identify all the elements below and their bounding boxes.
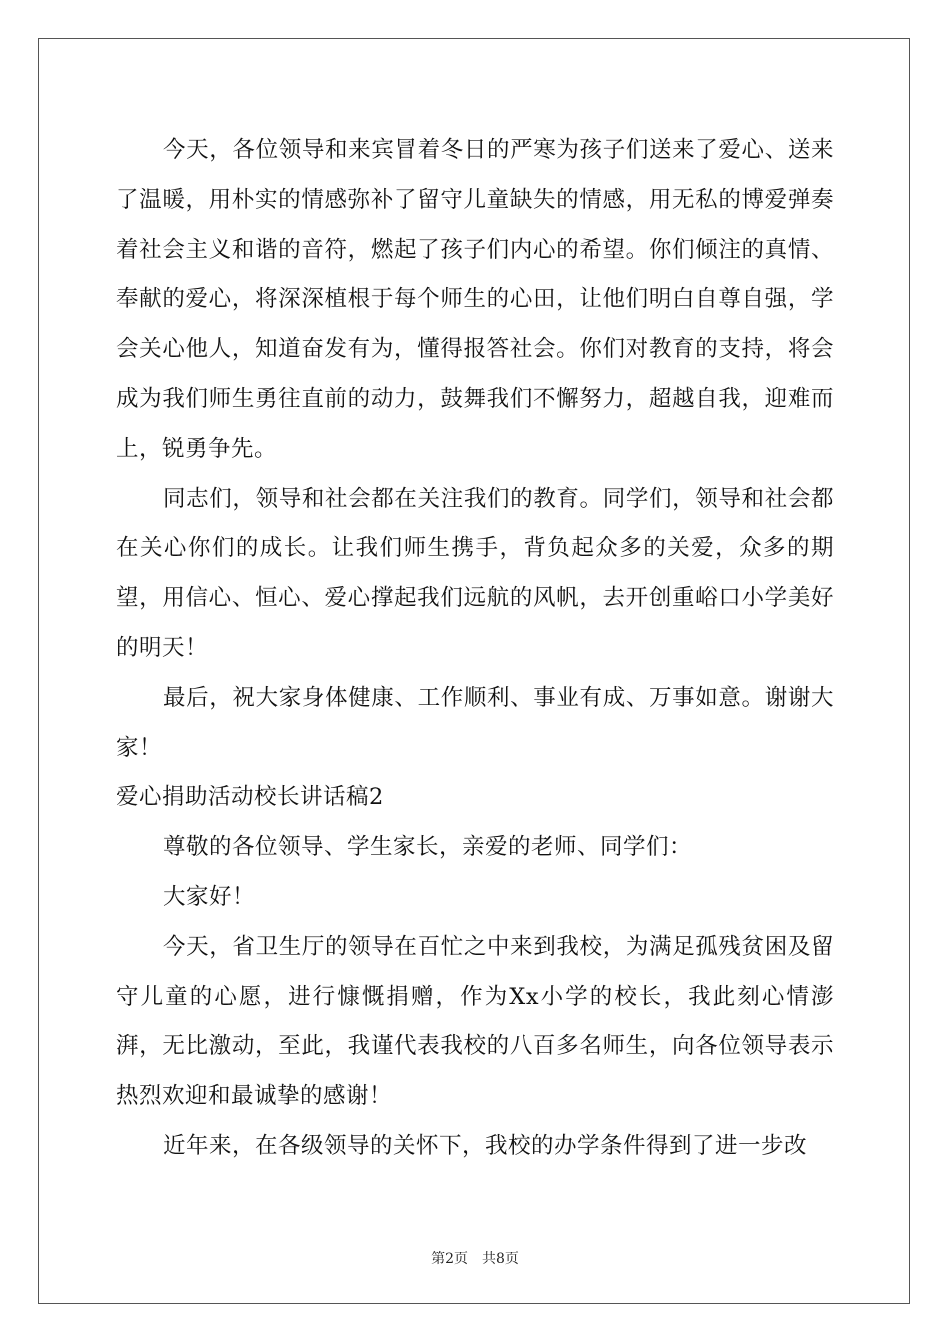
- paragraph: 今天，各位领导和来宾冒着冬日的严寒为孩子们送来了爱心、送来了温暖，用朴实的情感弥补了留守儿童缺失的情感，用无私的博爱弹奏着社会主义和谐的音符，燃起了孩子们内心的希望。你们倾注的真情、奉献的爱心，将深深植根于每个师生的心田，让他们明白自尊自强，学会关心他人，知道奋发有为，懂得报答社会。你们对教育的支持，将会成为我们师生勇往直前的动力，鼓舞我们不懈努力，超越自我，迎难而上，锐勇争先。: [116, 137, 834, 462]
- document-body: [116, 126, 834, 1172]
- paragraph: 今天，省卫生厅的领导在百忙之中来到我校，为满足孤残贫困及留守儿童的心愿，进行慷慨捐赠，作为Xx小学的校长，我此刻心情澎湃，无比激动，至此，我谨代表我校的八百多名师生，向各位领导表示热烈欢迎和最诚挚的感谢！: [116, 933, 834, 1110]
- paragraph: 近年来，在各级领导的关怀下，我校的办学条件得到了进一步改: [163, 1132, 808, 1159]
- page-number-footer: 第2页 共8页: [431, 1251, 519, 1267]
- paragraph: 最后，祝大家身体健康、工作顺利、事业有成、万事如意。谢谢大家！: [116, 684, 834, 761]
- section-heading: 爱心捐助活动校长讲话稿2: [116, 784, 384, 811]
- greeting: 大家好！: [163, 883, 256, 910]
- paragraph: 同志们，领导和社会都在关注我们的教育。同学们，领导和社会都在关心你们的成长。让我们师生携手，背负起众多的关爱，众多的期望，用信心、恒心、爱心撑起我们远航的风帆，去开创重峪口小学美好的明天！: [116, 485, 834, 661]
- salutation: 尊敬的各位领导、学生家长，亲爱的老师、同学们：: [163, 834, 693, 861]
